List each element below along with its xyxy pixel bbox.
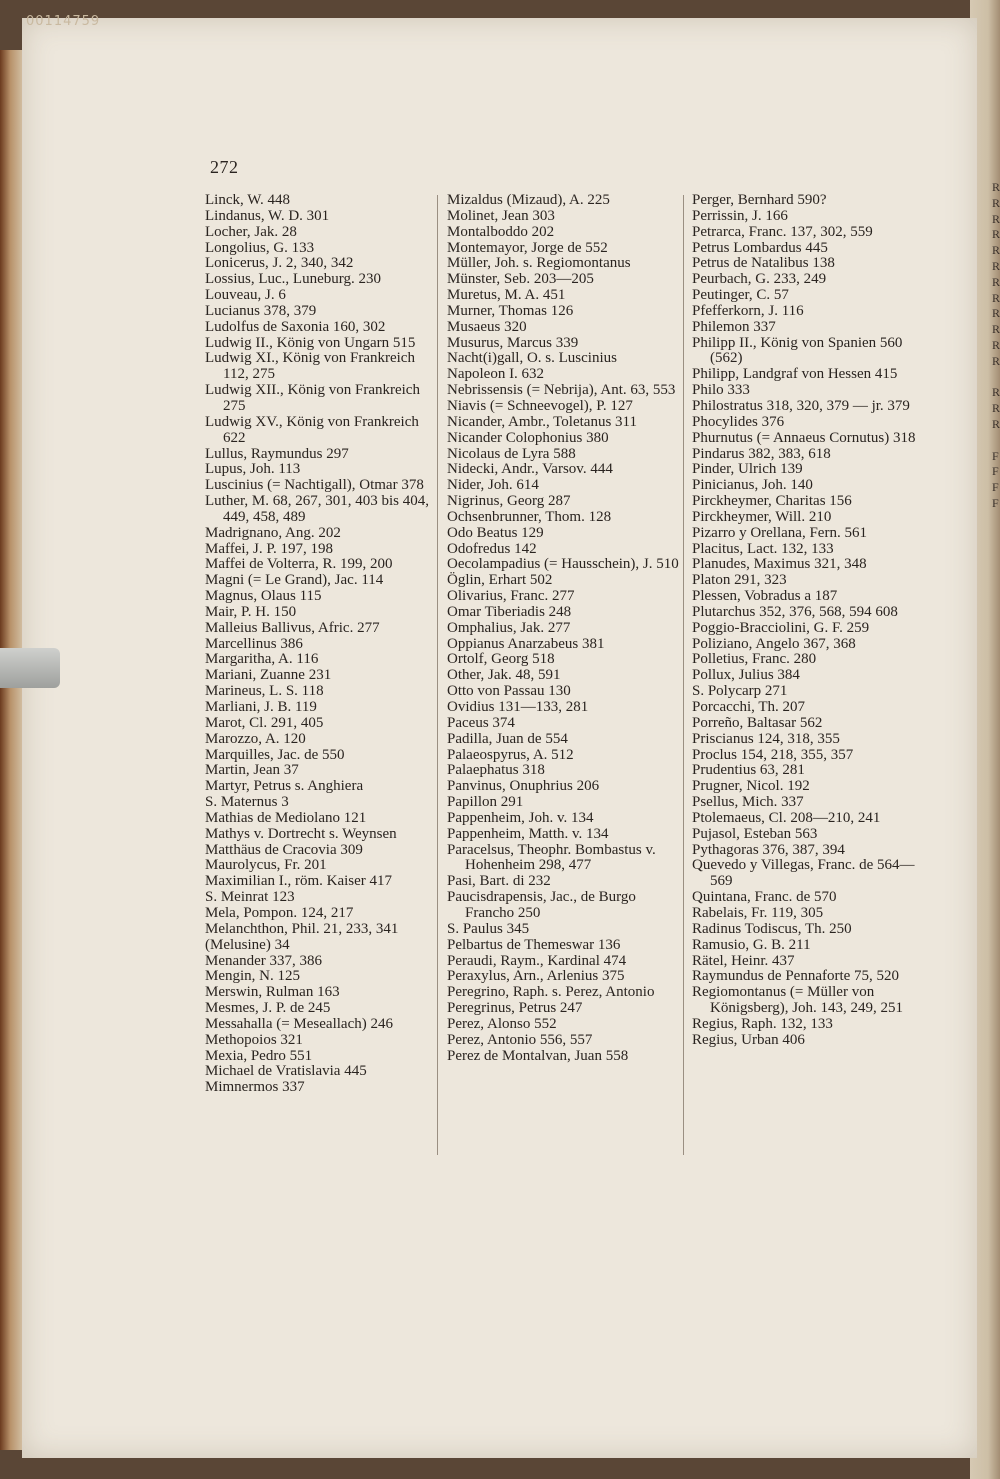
index-entry: Mariani, Zuanne 231 (205, 667, 332, 684)
index-entry: Quintana, Franc. de 570 (692, 889, 837, 906)
index-entry: Palaephatus 318 (447, 762, 545, 779)
index-entry: Regiomontanus (= Müller von Königsberg), Joh. 143, 249, 251 (692, 984, 904, 1017)
index-entry: Perger, Bernhard 590? (692, 192, 827, 208)
page-clip (0, 648, 60, 688)
index-entry: Menander 337, 386 (205, 952, 323, 969)
index-entry: Ludwig II., König von Ungarn 515 (205, 334, 416, 351)
index-entry: Luscinius (= Nachtigall), Otmar 378 (205, 477, 424, 494)
index-entry: Nider, Joh. 614 (447, 477, 539, 494)
index-entry: Nicander, Ambr., Toletanus 311 (447, 413, 637, 430)
edge-letter: R (992, 416, 1000, 431)
index-entry: Ludwig XII., König von Frankreich 275 (205, 382, 420, 414)
index-entry: Lonicerus, J. 2, 340, 342 (205, 255, 354, 272)
index-entry: Ortolf, Georg 518 (447, 651, 555, 668)
index-entry: Montalboddo 202 (447, 223, 555, 240)
index-entry: Perrissin, J. 166 (692, 207, 788, 224)
index-entry: Marquilles, Jac. de 550 (205, 746, 345, 763)
index-entry: Pinicianus, Joh. 140 (692, 477, 813, 494)
index-entry: Perez, Antonio 556, 557 (447, 1031, 593, 1048)
index-entry: Radinus Todiscus, Th. 250 (692, 920, 852, 937)
edge-letter (992, 433, 1000, 449)
edge-letter: R (992, 290, 1000, 305)
index-entry: Ovidius 131—133, 281 (447, 699, 589, 715)
index-entry: Merswin, Rulman 163 (205, 984, 340, 1001)
index-entry: Plutarchus 352, 376, 568, 594 608 (692, 603, 898, 620)
index-entry: Papillon 291 (447, 794, 524, 811)
index-entry: Lucianus 378, 379 (205, 302, 317, 319)
index-entry: Petrus de Natalibus 138 (692, 255, 835, 272)
index-entry: Münster, Seb. 203—205 (447, 271, 594, 288)
index-entry: Mexia, Pedro 551 (205, 1047, 313, 1064)
index-entry: Paucisdrapensis, Jac., de Burgo Francho 250 (447, 889, 636, 921)
index-entry: Magni (= Le Grand), Jac. 114 (205, 572, 384, 589)
index-entry: Nicander Colophonius 380 (447, 429, 609, 446)
index-entry: Linck, W. 448 (205, 192, 290, 208)
index-entry: Perez, Alonso 552 (447, 1015, 557, 1032)
index-entry: Polletius, Franc. 280 (692, 651, 817, 668)
index-entry: Maffei de Volterra, R. 199, 200 (205, 556, 393, 573)
index-entry: Müller, Joh. s. Regiomontanus (447, 255, 631, 272)
edge-letter (992, 370, 1000, 386)
index-entry: Philo 333 (692, 382, 750, 399)
index-entry: Marliani, J. B. 119 (205, 699, 317, 715)
column-divider (683, 195, 684, 1155)
index-entry: Marozzo, A. 120 (205, 730, 306, 747)
index-entry: Poliziano, Angelo 367, 368 (692, 635, 856, 652)
index-entry: Lullus, Raymundus 297 (205, 445, 349, 462)
index-entry: Maurolycus, Fr. 201 (205, 857, 327, 874)
index-entry: Oecolampadius (= Hausschein), J. 510 (447, 556, 679, 573)
index-entry: Lindanus, W. D. 301 (205, 207, 330, 224)
index-entry: Poggio-Bracciolini, G. F. 259 (692, 619, 870, 636)
index-entry: Padilla, Juan de 554 (447, 730, 568, 747)
edge-letter: R (992, 401, 1000, 416)
index-entry: Peregrinus, Petrus 247 (447, 1000, 583, 1017)
edge-letter: F (992, 448, 999, 463)
index-entry: Palaeospyrus, A. 512 (447, 746, 574, 763)
index-entry: Odofredus 142 (447, 540, 537, 557)
index-entry: Omphalius, Jak. 277 (447, 619, 571, 636)
index-entry: (Melusine) 34 (205, 936, 290, 953)
index-entry: Petrarca, Franc. 137, 302, 559 (692, 223, 873, 240)
index-column-3 (692, 193, 932, 1049)
edge-letter: R (992, 337, 1000, 352)
index-entry: Mesmes, J. P. de 245 (205, 1000, 331, 1017)
edge-letter: F (992, 464, 999, 479)
index-entry: Mair, P. H. 150 (205, 603, 297, 620)
index-entry: Peutinger, C. 57 (692, 287, 789, 304)
index-entry: Olivarius, Franc. 277 (447, 588, 575, 605)
index-entry: Pasi, Bart. di 232 (447, 873, 551, 890)
index-entry: Pujasol, Esteban 563 (692, 825, 818, 842)
index-entry: Marineus, L. S. 118 (205, 683, 324, 700)
edge-letter: R (992, 258, 1000, 273)
index-entry: Ramusio, G. B. 211 (692, 936, 811, 953)
index-entry: Porreño, Baltasar 562 (692, 714, 823, 731)
index-entry: Paceus 374 (447, 714, 515, 731)
index-entry: Panvinus, Onuphrius 206 (447, 778, 600, 795)
index-entry: Proclus 154, 218, 355, 357 (692, 746, 854, 763)
index-entry: Mathias de Mediolano 121 (205, 809, 367, 826)
index-entry: Niavis (= Schneevogel), P. 127 (447, 397, 633, 414)
index-entry: Pythagoras 376, 387, 394 (692, 841, 845, 858)
index-entry: Mizaldus (Mizaud), A. 225 (447, 192, 610, 208)
index-entry: Lupus, Joh. 113 (205, 461, 301, 478)
index-entry: Musaeus 320 (447, 318, 527, 335)
index-entry: Ludwig XI., König von Frankreich 112, 275 (205, 350, 415, 383)
edge-letter: F (992, 495, 999, 510)
index-entry: Priscianus 124, 318, 355 (692, 730, 840, 747)
index-entry: Pappenheim, Matth. v. 134 (447, 825, 609, 842)
index-entry: Melanchthon, Phil. 21, 233, 341 (205, 920, 399, 937)
index-entry: Raymundus de Pennaforte 75, 520 (692, 968, 900, 985)
index-entry: Prudentius 63, 281 (692, 762, 805, 779)
edge-letter: R (992, 353, 1000, 368)
index-entry: Nacht(i)gall, O. s. Luscinius (447, 350, 617, 367)
index-entry: Philipp II., König von Spanien 560 (562) (692, 334, 903, 367)
index-entry: Louveau, J. 6 (205, 287, 286, 304)
edge-letter: R (992, 180, 1000, 194)
index-entry: Nicolaus de Lyra 588 (447, 445, 576, 462)
index-entry: Margaritha, A. 116 (205, 651, 319, 668)
index-entry: Mela, Pompon. 124, 217 (205, 904, 354, 921)
index-entry: Platon 291, 323 (692, 572, 787, 589)
index-entry: Malleius Ballivus, Afric. 277 (205, 619, 380, 636)
column-divider (437, 195, 438, 1155)
index-entry: Ptolemaeus, Cl. 208—210, 241 (692, 809, 881, 826)
index-entry: S. Paulus 345 (447, 920, 530, 937)
index-entry: S. Polycarp 271 (692, 683, 788, 700)
index-entry: Pollux, Julius 384 (692, 667, 800, 684)
index-entry: Mengin, N. 125 (205, 968, 300, 985)
index-entry: Philostratus 318, 320, 379 — jr. 379 (692, 397, 910, 414)
index-entry: Pindarus 382, 383, 618 (692, 445, 831, 462)
index-entry: Odo Beatus 129 (447, 524, 544, 541)
index-entry: Nebrissensis (= Nebrija), Ant. 63, 553 (447, 382, 676, 399)
index-entry: Paracelsus, Theophr. Bombastus v. Hohenheim 298, 477 (447, 841, 656, 874)
index-entry: Pelbartus de Themeswar 136 (447, 936, 621, 953)
index-entry: Regius, Urban 406 (692, 1031, 805, 1048)
index-entry: Martin, Jean 37 (205, 762, 299, 779)
edge-letter: R (992, 385, 1000, 400)
index-entry: Perez de Montalvan, Juan 558 (447, 1047, 629, 1064)
index-entry: Longolius, G. 133 (205, 239, 315, 256)
index-entry: Prugner, Nicol. 192 (692, 778, 810, 795)
index-entry: Pirckheymer, Charitas 156 (692, 493, 852, 510)
index-entry: Locher, Jak. 28 (205, 223, 297, 240)
index-entry: Nigrinus, Georg 287 (447, 493, 571, 510)
index-entry: Ludolfus de Saxonia 160, 302 (205, 318, 386, 335)
index-entry: Peregrino, Raph. s. Perez, Antonio (447, 984, 655, 1001)
index-entry: Lossius, Luc., Luneburg. 230 (205, 271, 381, 288)
index-entry: Regius, Raph. 132, 133 (692, 1015, 833, 1032)
index-entry: Other, Jak. 48, 591 (447, 667, 561, 684)
index-entry: Peurbach, G. 233, 249 (692, 271, 827, 288)
index-entry: Pirckheymer, Will. 210 (692, 508, 832, 525)
edge-letter: F (992, 480, 999, 495)
index-entry: Oppianus Anarzabeus 381 (447, 635, 605, 652)
index-entry: Placitus, Lact. 132, 133 (692, 540, 834, 557)
edge-letter: R (992, 322, 1000, 337)
next-page-edge-letters (992, 180, 1000, 512)
index-entry: Ochsenbrunner, Thom. 128 (447, 508, 612, 525)
index-entry: Planudes, Maximus 321, 348 (692, 556, 867, 573)
index-entry: Rätel, Heinr. 437 (692, 952, 795, 969)
index-entry: Pfefferkorn, J. 116 (692, 302, 804, 319)
index-entry: Michael de Vratislavia 445 (205, 1063, 367, 1080)
index-entry: Marcellinus 386 (205, 635, 303, 652)
edge-letter: R (992, 306, 1000, 321)
index-entry: Öglin, Erhart 502 (447, 572, 553, 589)
index-entry: Methopoios 321 (205, 1031, 303, 1048)
index-entry: Ludwig XV., König von Frankreich 622 (205, 413, 419, 446)
index-entry: S. Meinrat 123 (205, 889, 295, 906)
edge-letter: R (992, 274, 1000, 289)
index-entry: Matthäus de Cracovia 309 (205, 841, 363, 858)
index-entry: Martyr, Petrus s. Anghiera (205, 778, 364, 795)
index-entry: Pinder, Ulrich 139 (692, 461, 803, 478)
index-entry: Phurnutus (= Annaeus Cornutus) 318 (692, 429, 916, 446)
index-column-2 (447, 193, 683, 1064)
index-entry: Maximilian I., röm. Kaiser 417 (205, 873, 393, 890)
index-entry: Philipp, Landgraf von Hessen 415 (692, 366, 898, 383)
index-entry: Muretus, M. A. 451 (447, 287, 566, 304)
index-entry: Maffei, J. P. 197, 198 (205, 540, 334, 557)
index-entry: Philemon 337 (692, 318, 776, 335)
edge-letter: R (992, 243, 1000, 258)
index-entry: Porcacchi, Th. 207 (692, 699, 806, 715)
index-entry: Peraxylus, Arn., Arlenius 375 (447, 968, 625, 985)
index-entry: Omar Tiberiadis 248 (447, 603, 572, 620)
index-entry: Luther, M. 68, 267, 301, 403 bis 404, 449, 458, 489 (205, 493, 429, 525)
index-entry: Mathys v. Dortrecht s. Weynsen (205, 825, 397, 842)
index-entry: Psellus, Mich. 337 (692, 794, 804, 811)
index-entry: Nidecki, Andr., Varsov. 444 (447, 461, 613, 478)
index-entry: Quevedo y Villegas, Franc. de 564—569 (692, 857, 915, 890)
index-entry: Montemayor, Jorge de 552 (447, 239, 608, 256)
index-entry: Mimnermos 337 (205, 1079, 305, 1096)
index-entry: Messahalla (= Meseallach) 246 (205, 1015, 393, 1032)
scan-id-label: 00114759 (26, 14, 101, 29)
index-entry: Murner, Thomas 126 (447, 302, 574, 319)
index-entry: Phocylides 376 (692, 413, 785, 430)
index-entry: Musurus, Marcus 339 (447, 334, 579, 351)
index-column-1 (205, 193, 433, 1096)
index-entry: Pappenheim, Joh. v. 134 (447, 809, 594, 826)
edge-letter: R (992, 227, 1000, 242)
index-entry: Peraudi, Raym., Kardinal 474 (447, 952, 627, 969)
index-entry: Marot, Cl. 291, 405 (205, 714, 324, 731)
index-entry: Petrus Lombardus 445 (692, 239, 828, 256)
index-entry: Magnus, Olaus 115 (205, 588, 322, 605)
index-entry: Napoleon I. 632 (447, 366, 545, 383)
page-number: 272 (210, 157, 239, 177)
index-entry: Plessen, Vobradus a 187 (692, 588, 838, 605)
index-entry: Rabelais, Fr. 119, 305 (692, 904, 824, 921)
edge-letter: R (992, 195, 1000, 210)
index-entry: Pizarro y Orellana, Fern. 561 (692, 524, 867, 541)
index-entry: Otto von Passau 130 (447, 683, 571, 700)
index-entry: Madrignano, Ang. 202 (205, 524, 341, 541)
edge-letter: R (992, 211, 1000, 226)
index-entry: Molinet, Jean 303 (447, 207, 555, 224)
index-entry: S. Maternus 3 (205, 794, 289, 811)
